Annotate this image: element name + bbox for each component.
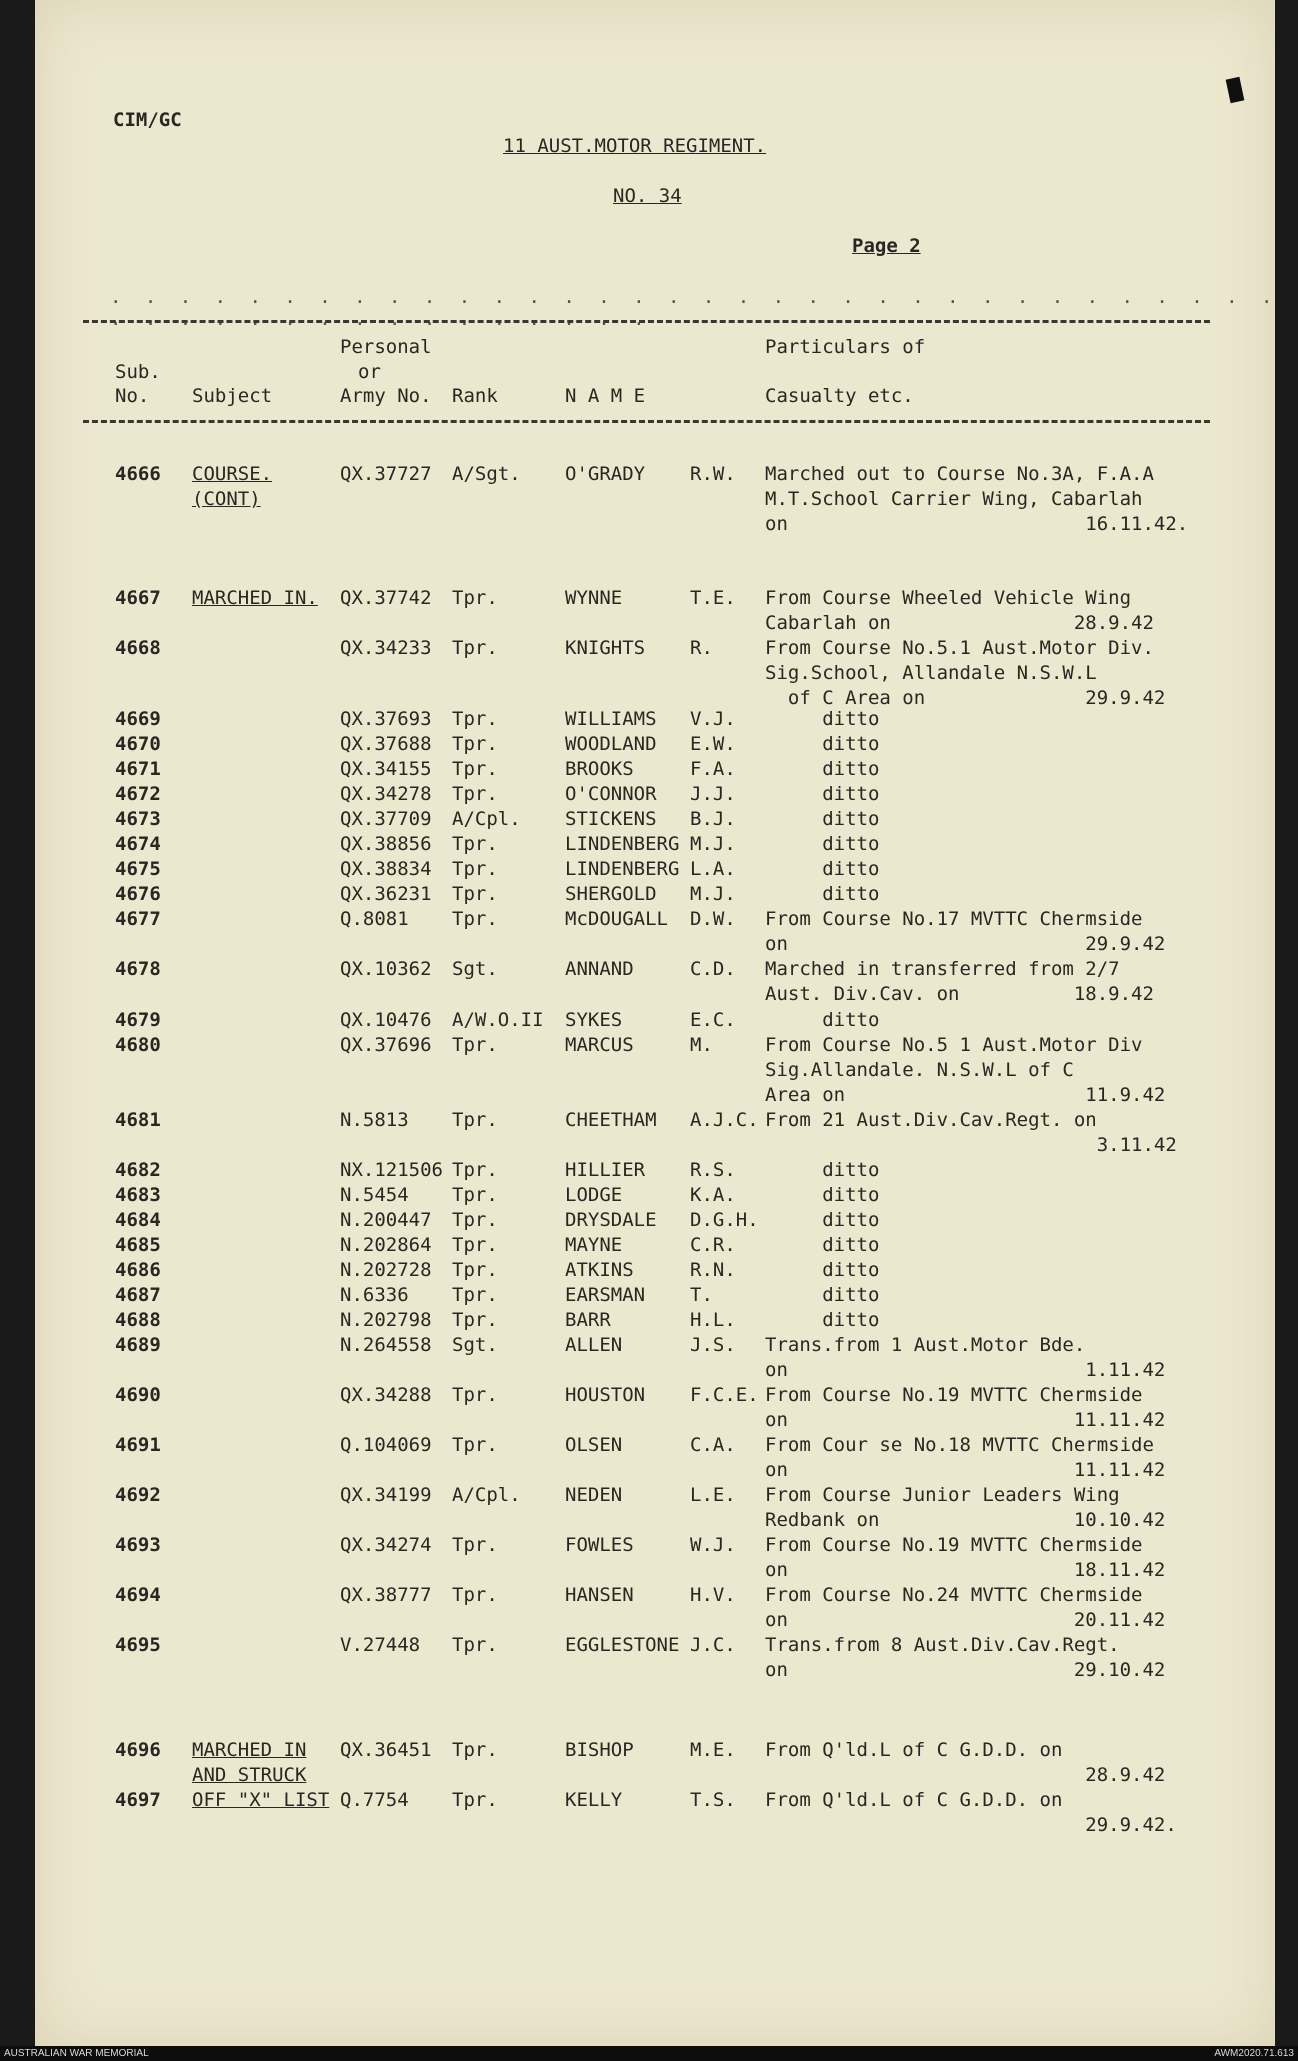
- entry-rank: A/W.O.II: [452, 1009, 544, 1031]
- entry-number: 4689: [115, 1334, 161, 1356]
- entry-initials: F.C.E.: [690, 1384, 759, 1406]
- entry-number: 4697: [115, 1789, 161, 1811]
- entry-particulars: Aust. Div.Cav. on 18.9.42: [765, 983, 1154, 1005]
- entry-particulars: ditto: [765, 1259, 880, 1281]
- entry-army-number: Q.104069: [340, 1434, 432, 1456]
- entry-rank: Tpr.: [452, 1109, 498, 1131]
- entry-rank: A/Cpl.: [452, 1484, 521, 1506]
- entry-particulars: ditto: [765, 733, 880, 755]
- entry-army-number: QX.34199: [340, 1484, 432, 1506]
- entry-rank: Tpr.: [452, 1789, 498, 1811]
- entry-rank: Tpr.: [452, 708, 498, 730]
- entry-number: 4672: [115, 783, 161, 805]
- col-sub: Sub.: [115, 361, 161, 383]
- entry-particulars: From Course Wheeled Vehicle Wing: [765, 587, 1132, 609]
- entry-particulars: ditto: [765, 1309, 880, 1331]
- entry-initials: J.J.: [690, 783, 736, 805]
- entry-rank: A/Cpl.: [452, 808, 521, 830]
- dotted-line: . . . . . . . . . . . . . . . . . . . . . . . . . . . . . . . . . . . . . . . . . . . . . . . . . .: [110, 286, 1279, 330]
- col-army-no: Army No.: [340, 385, 432, 407]
- entry-surname: MAYNE: [565, 1234, 623, 1256]
- entry-particulars: ditto: [765, 1009, 880, 1031]
- entry-initials: M.E.: [690, 1739, 736, 1761]
- entry-number: 4693: [115, 1534, 161, 1556]
- entry-particulars: Area on 11.9.42: [765, 1084, 1166, 1106]
- entry-army-number: NX.121506: [340, 1159, 443, 1181]
- entry-particulars: on 29.9.42: [765, 933, 1166, 955]
- entry-army-number: QX.37709: [340, 808, 432, 830]
- entry-particulars: Sig.Allandale. N.S.W.L of C: [765, 1059, 1074, 1081]
- entry-rank: A/Sgt.: [452, 463, 521, 485]
- entry-number: 4681: [115, 1109, 161, 1131]
- entry-initials: E.W.: [690, 733, 736, 755]
- entry-particulars: ditto: [765, 708, 880, 730]
- entry-army-number: V.27448: [340, 1634, 421, 1656]
- entry-initials: T.E.: [690, 587, 736, 609]
- entry-particulars: Marched out to Course No.3A, F.A.A: [765, 463, 1154, 485]
- entry-surname: DRYSDALE: [565, 1209, 657, 1231]
- entry-rank: Tpr.: [452, 1739, 498, 1761]
- entry-number: 4692: [115, 1484, 161, 1506]
- reference-code: CIM/GC: [113, 109, 182, 131]
- entry-initials: M.J.: [690, 833, 736, 855]
- entry-initials: L.E.: [690, 1484, 736, 1506]
- col-casualty: Casualty etc.: [765, 385, 914, 407]
- document-title: 11 AUST.MOTOR REGIMENT.: [503, 135, 767, 157]
- entry-rank: Tpr.: [452, 1434, 498, 1456]
- entry-initials: B.J.: [690, 808, 736, 830]
- entry-subject: MARCHED IN.: [192, 587, 318, 609]
- entry-rank: Tpr.: [452, 1384, 498, 1406]
- col-particulars: Particulars of: [765, 336, 926, 358]
- entry-particulars: ditto: [765, 808, 880, 830]
- entry-surname: ANNAND: [565, 958, 634, 980]
- entry-surname: LODGE: [565, 1184, 623, 1206]
- entry-surname: HANSEN: [565, 1584, 634, 1606]
- entry-army-number: QX.36451: [340, 1739, 432, 1761]
- entry-initials: T.S.: [690, 1789, 736, 1811]
- entry-particulars: on 1.11.42: [765, 1359, 1166, 1381]
- entry-particulars: ditto: [765, 783, 880, 805]
- entry-initials: C.R.: [690, 1234, 736, 1256]
- entry-surname: NEDEN: [565, 1484, 623, 1506]
- entry-particulars: ditto: [765, 858, 880, 880]
- entry-rank: Tpr.: [452, 1584, 498, 1606]
- entry-initials: L.A.: [690, 858, 736, 880]
- entry-initials: M.J.: [690, 883, 736, 905]
- entry-number: 4683: [115, 1184, 161, 1206]
- entry-number: 4687: [115, 1284, 161, 1306]
- entry-rank: Tpr.: [452, 883, 498, 905]
- col-rank: Rank: [452, 385, 498, 407]
- entry-number: 4671: [115, 758, 161, 780]
- entry-number: 4679: [115, 1009, 161, 1031]
- entry-particulars: on 29.10.42: [765, 1659, 1166, 1681]
- entry-army-number: QX.34155: [340, 758, 432, 780]
- entry-initials: D.G.H.: [690, 1209, 759, 1231]
- entry-rank: Tpr.: [452, 783, 498, 805]
- entry-particulars: From Cour se No.18 MVTTC Chermside: [765, 1434, 1154, 1456]
- entry-number: 4666: [115, 463, 161, 485]
- entry-particulars: on 11.11.42: [765, 1459, 1166, 1481]
- entry-subject: (CONT): [192, 488, 261, 510]
- entry-army-number: QX.34278: [340, 783, 432, 805]
- entry-surname: SHERGOLD: [565, 883, 657, 905]
- entry-army-number: QX.36231: [340, 883, 432, 905]
- entry-rank: Tpr.: [452, 587, 498, 609]
- entry-surname: CHEETHAM: [565, 1109, 657, 1131]
- entry-number: 4686: [115, 1259, 161, 1281]
- entry-rank: Sgt.: [452, 958, 498, 980]
- col-personal: Personal: [340, 336, 432, 358]
- entry-army-number: QX.10476: [340, 1009, 432, 1031]
- footer-right: AWM2020.71.613: [1214, 2048, 1294, 2059]
- entry-particulars: on 20.11.42: [765, 1609, 1166, 1631]
- entry-number: 4694: [115, 1584, 161, 1606]
- footer-bar: [0, 2046, 1298, 2061]
- entry-surname: HILLIER: [565, 1159, 646, 1181]
- entry-army-number: N.6336: [340, 1284, 409, 1306]
- entry-rank: Tpr.: [452, 1234, 498, 1256]
- entry-army-number: QX.10362: [340, 958, 432, 980]
- entry-army-number: QX.37727: [340, 463, 432, 485]
- entry-initials: J.S.: [690, 1334, 736, 1356]
- entry-surname: ATKINS: [565, 1259, 634, 1281]
- entry-rank: Tpr.: [452, 1184, 498, 1206]
- entry-number: 4673: [115, 808, 161, 830]
- entry-army-number: N.202798: [340, 1309, 432, 1331]
- entry-particulars: on 16.11.42.: [765, 513, 1189, 535]
- entry-initials: M.: [690, 1034, 713, 1056]
- entry-particulars: ditto: [765, 833, 880, 855]
- entry-initials: H.L.: [690, 1309, 736, 1331]
- entry-initials: C.D.: [690, 958, 736, 980]
- entry-surname: BARR: [565, 1309, 611, 1331]
- entry-surname: KELLY: [565, 1789, 623, 1811]
- entry-particulars: 29.9.42.: [765, 1814, 1177, 1836]
- entry-number: 4675: [115, 858, 161, 880]
- entry-particulars: ditto: [765, 1159, 880, 1181]
- entry-initials: D.W.: [690, 908, 736, 930]
- entry-surname: HOUSTON: [565, 1384, 646, 1406]
- entry-army-number: N.5454: [340, 1184, 409, 1206]
- entry-number: 4690: [115, 1384, 161, 1406]
- entry-particulars: From Course No.19 MVTTC Chermside: [765, 1534, 1143, 1556]
- entry-army-number: N.200447: [340, 1209, 432, 1231]
- entry-initials: R.W.: [690, 463, 736, 485]
- entry-particulars: Sig.School, Allandale N.S.W.L: [765, 662, 1097, 684]
- entry-surname: O'CONNOR: [565, 783, 657, 805]
- entry-surname: SYKES: [565, 1009, 623, 1031]
- entry-army-number: N.202728: [340, 1259, 432, 1281]
- entry-particulars: From Course No.24 MVTTC Chermside: [765, 1584, 1143, 1606]
- entry-initials: H.V.: [690, 1584, 736, 1606]
- entry-army-number: Q.7754: [340, 1789, 409, 1811]
- header-rule-bottom: [83, 420, 1210, 423]
- entry-surname: EGGLESTONE: [565, 1634, 680, 1656]
- entry-rank: Tpr.: [452, 1284, 498, 1306]
- footer-left: AUSTRALIAN WAR MEMORIAL: [4, 2048, 149, 2059]
- entry-army-number: QX.34288: [340, 1384, 432, 1406]
- entry-rank: Tpr.: [452, 908, 498, 930]
- entry-army-number: QX.38856: [340, 833, 432, 855]
- entry-initials: R.S.: [690, 1159, 736, 1181]
- entry-rank: Tpr.: [452, 1034, 498, 1056]
- entry-initials: T.: [690, 1284, 713, 1306]
- entry-particulars: M.T.School Carrier Wing, Cabarlah: [765, 488, 1143, 510]
- entry-particulars: on 11.11.42: [765, 1409, 1166, 1431]
- entry-initials: F.A.: [690, 758, 736, 780]
- entry-surname: MARCUS: [565, 1034, 634, 1056]
- entry-initials: V.J.: [690, 708, 736, 730]
- entry-army-number: QX.37688: [340, 733, 432, 755]
- entry-subject: OFF "X" LIST: [192, 1789, 330, 1811]
- entry-initials: R.: [690, 637, 713, 659]
- entry-particulars: From Q'ld.L of C G.D.D. on: [765, 1789, 1063, 1811]
- entry-particulars: Cabarlah on 28.9.42: [765, 612, 1154, 634]
- entry-subject: COURSE.: [192, 463, 273, 485]
- entry-surname: KNIGHTS: [565, 637, 646, 659]
- entry-particulars: From 21 Aust.Div.Cav.Regt. on: [765, 1109, 1097, 1131]
- entry-number: 4670: [115, 733, 161, 755]
- entry-number: 4680: [115, 1034, 161, 1056]
- entry-rank: Tpr.: [452, 1634, 498, 1656]
- entry-surname: WILLIAMS: [565, 708, 657, 730]
- col-or: or: [358, 361, 381, 383]
- entry-number: 4678: [115, 958, 161, 980]
- entry-rank: Tpr.: [452, 1159, 498, 1181]
- entry-subject: MARCHED IN: [192, 1739, 307, 1761]
- entry-particulars: Marched in transferred from 2/7: [765, 958, 1120, 980]
- entry-surname: ALLEN: [565, 1334, 623, 1356]
- entry-rank: Tpr.: [452, 1209, 498, 1231]
- entry-army-number: N.264558: [340, 1334, 432, 1356]
- entry-particulars: ditto: [765, 1209, 880, 1231]
- entry-initials: A.J.C.: [690, 1109, 759, 1131]
- entry-surname: OLSEN: [565, 1434, 623, 1456]
- entry-particulars: ditto: [765, 1184, 880, 1206]
- entry-army-number: N.5813: [340, 1109, 409, 1131]
- document-number: NO. 34: [613, 185, 682, 207]
- entry-number: 4685: [115, 1234, 161, 1256]
- entry-initials: R.N.: [690, 1259, 736, 1281]
- entry-surname: FOWLES: [565, 1534, 634, 1556]
- entry-number: 4667: [115, 587, 161, 609]
- entry-initials: K.A.: [690, 1184, 736, 1206]
- entry-number: 4669: [115, 708, 161, 730]
- entry-number: 4696: [115, 1739, 161, 1761]
- entry-army-number: QX.37696: [340, 1034, 432, 1056]
- header-rule-top: [83, 320, 1210, 323]
- entry-particulars: of C Area on 29.9.42: [765, 687, 1166, 709]
- entry-surname: STICKENS: [565, 808, 657, 830]
- entry-number: 4682: [115, 1159, 161, 1181]
- entry-initials: E.C.: [690, 1009, 736, 1031]
- entry-particulars: ditto: [765, 1234, 880, 1256]
- entry-rank: Tpr.: [452, 637, 498, 659]
- entry-particulars: ditto: [765, 758, 880, 780]
- entry-initials: W.J.: [690, 1534, 736, 1556]
- entry-particulars: From Q'ld.L of C G.D.D. on: [765, 1739, 1063, 1761]
- entry-particulars: From Course No.19 MVTTC Chermside: [765, 1384, 1143, 1406]
- entry-rank: Tpr.: [452, 833, 498, 855]
- entry-number: 4674: [115, 833, 161, 855]
- entry-number: 4676: [115, 883, 161, 905]
- col-name: N A M E: [565, 385, 646, 407]
- entry-initials: C.A.: [690, 1434, 736, 1456]
- entry-army-number: QX.38777: [340, 1584, 432, 1606]
- entry-particulars: From Course No.5 1 Aust.Motor Div: [765, 1034, 1143, 1056]
- entry-rank: Tpr.: [452, 733, 498, 755]
- entry-rank: Tpr.: [452, 1309, 498, 1331]
- entry-number: 4684: [115, 1209, 161, 1231]
- entry-rank: Tpr.: [452, 758, 498, 780]
- entry-rank: Tpr.: [452, 1534, 498, 1556]
- entry-number: 4688: [115, 1309, 161, 1331]
- entry-army-number: Q.8081: [340, 908, 409, 930]
- entry-surname: WYNNE: [565, 587, 623, 609]
- entry-army-number: QX.38834: [340, 858, 432, 880]
- entry-surname: LINDENBERG: [565, 858, 680, 880]
- col-no: No.: [115, 385, 150, 407]
- entry-subject: AND STRUCK: [192, 1764, 307, 1786]
- entry-surname: WOODLAND: [565, 733, 657, 755]
- entry-particulars: ditto: [765, 883, 880, 905]
- entry-army-number: N.202864: [340, 1234, 432, 1256]
- entry-particulars: on 18.11.42: [765, 1559, 1166, 1581]
- entry-surname: O'GRADY: [565, 463, 646, 485]
- entry-surname: BISHOP: [565, 1739, 634, 1761]
- entry-army-number: QX.37742: [340, 587, 432, 609]
- entry-army-number: QX.37693: [340, 708, 432, 730]
- entry-particulars: ditto: [765, 1284, 880, 1306]
- entry-particulars: From Course No.17 MVTTC Chermside: [765, 908, 1143, 930]
- entry-surname: LINDENBERG: [565, 833, 680, 855]
- entry-number: 4691: [115, 1434, 161, 1456]
- entry-rank: Sgt.: [452, 1334, 498, 1356]
- entry-particulars: 28.9.42: [765, 1764, 1166, 1786]
- entry-particulars: Trans.from 1 Aust.Motor Bde.: [765, 1334, 1086, 1356]
- entry-particulars: Trans.from 8 Aust.Div.Cav.Regt.: [765, 1634, 1120, 1656]
- entry-rank: Tpr.: [452, 858, 498, 880]
- entry-particulars: 3.11.42: [765, 1134, 1177, 1156]
- entry-surname: EARSMAN: [565, 1284, 646, 1306]
- entry-particulars: From Course No.5.1 Aust.Motor Div.: [765, 637, 1154, 659]
- entry-rank: Tpr.: [452, 1259, 498, 1281]
- entry-surname: BROOKS: [565, 758, 634, 780]
- entry-particulars: Redbank on 10.10.42: [765, 1509, 1166, 1531]
- page-number: Page 2: [852, 235, 921, 257]
- entry-army-number: QX.34233: [340, 637, 432, 659]
- entry-initials: J.C.: [690, 1634, 736, 1656]
- col-subject: Subject: [192, 385, 273, 407]
- entry-number: 4677: [115, 908, 161, 930]
- entry-particulars: From Course Junior Leaders Wing: [765, 1484, 1120, 1506]
- entry-number: 4695: [115, 1634, 161, 1656]
- entry-number: 4668: [115, 637, 161, 659]
- entry-army-number: QX.34274: [340, 1534, 432, 1556]
- entry-surname: McDOUGALL: [565, 908, 668, 930]
